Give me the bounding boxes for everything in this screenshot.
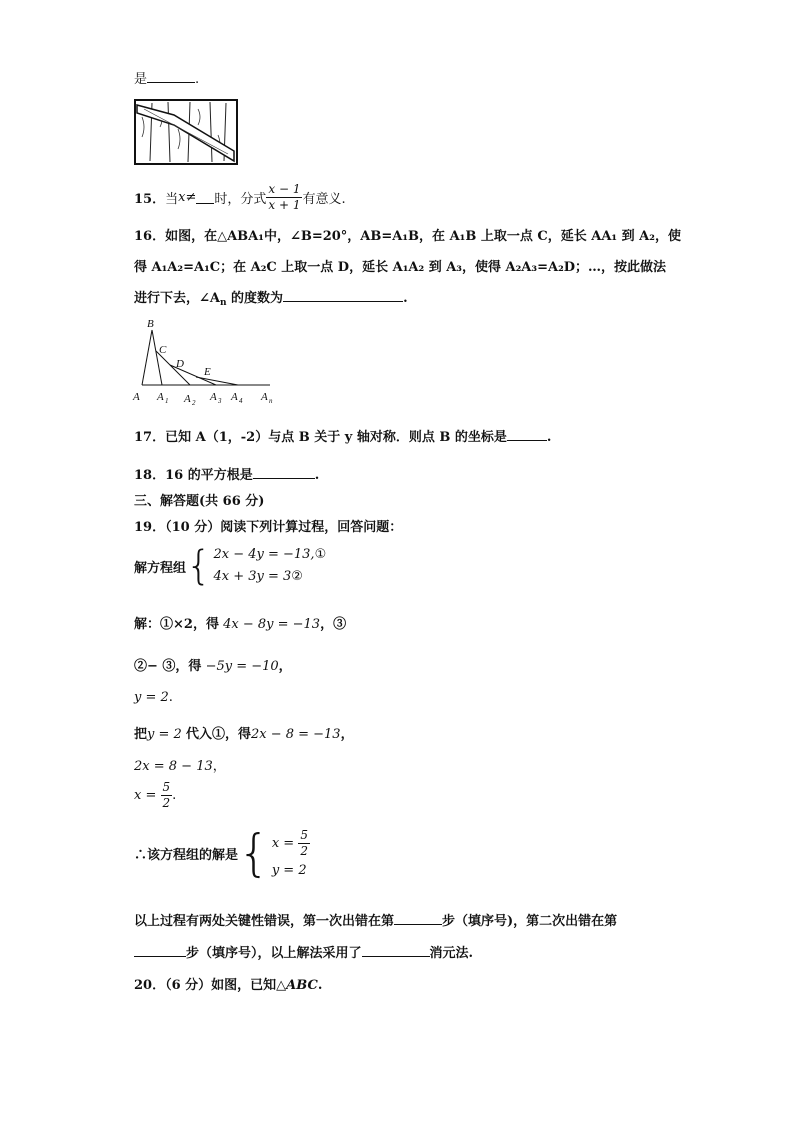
q15-text-3: 有意义.: [302, 191, 346, 207]
q16-line-3: [134, 287, 408, 308]
q19-solution-label: ∴该方程组的解是: [134, 847, 239, 863]
q19-first-error-blank[interactable]: [394, 912, 442, 925]
q19-qline1-text-b: 步（填序号)，第二次出错在第: [442, 914, 618, 929]
q19-solution-denominator: 2: [300, 844, 308, 858]
q19-step4-equation: 2x − 8 = −13: [250, 727, 341, 742]
q19-method-blank[interactable]: [362, 944, 430, 957]
q19-solution-values: [272, 828, 310, 878]
q15-answer-blank[interactable]: [196, 191, 214, 204]
q19-solution: [134, 824, 310, 882]
fig-label-D: D: [176, 358, 184, 370]
q19-step-2: [134, 655, 292, 674]
q19-solution-fraction: [298, 828, 310, 859]
q15-text-1: 当: [165, 191, 179, 207]
question-18: [134, 464, 319, 483]
q19-question-line-1: [134, 910, 617, 929]
q19-step4-text-a: 把: [134, 727, 148, 742]
q19-step4-y: y = 2: [147, 727, 182, 742]
fig-label-An-sub: n: [269, 397, 273, 405]
q19-step3-end: .: [168, 690, 173, 705]
q19-step1-equation: 4x − 8y = −13: [223, 617, 321, 632]
q19-step6-fraction: [161, 780, 173, 811]
q16-triangle-figure: [130, 315, 280, 405]
q19-step2-text-b: ，: [278, 659, 292, 674]
q16-line3-text-b: 的度数为: [226, 291, 284, 306]
fig-label-A: A: [133, 391, 140, 403]
top-prefix: 是: [134, 72, 148, 87]
q16-line3-sub: n: [219, 298, 227, 308]
q19-solution-x: x =: [271, 836, 295, 851]
q19-system: [134, 544, 326, 588]
q19-eq1: 2x − 4y = −13,: [213, 547, 315, 562]
q19-step-6: [134, 780, 176, 811]
q19-step-4: [134, 723, 354, 742]
q19-second-error-blank[interactable]: [134, 944, 186, 957]
q15-fraction: [266, 182, 302, 213]
q16-line3-end: .: [403, 291, 408, 306]
q16-line-2: 得 A₁A₂=A₁C；在 A₂C 上取一点 D，延长 A₁A₂ 到 A₃，使得 A₂A₃=A₂D；…，按此做法: [134, 260, 667, 275]
q19-step-1: [134, 613, 346, 632]
q19-step-5: [134, 755, 226, 774]
q19-step4-text-c: ，: [340, 727, 354, 742]
question-20: [134, 974, 322, 993]
q19-step6-end: .: [172, 788, 177, 803]
top-line: [134, 68, 199, 87]
q19-eq2-mark: ②: [291, 569, 303, 584]
q15-text-2: 时，分式: [214, 191, 267, 207]
q19-system-label: 解方程组: [134, 560, 187, 576]
section-3-heading: 三、解答题(共 66 分): [134, 494, 265, 509]
q19-step-3: [134, 690, 173, 705]
q19-step4-text-b: 代入①，得: [185, 727, 251, 742]
q18-end: .: [314, 468, 320, 483]
q20-text: 20．（6 分）如图，已知△: [134, 978, 287, 993]
q19-system-brace: {: [186, 543, 212, 589]
fig-label-A3-sub: 3: [218, 397, 222, 405]
q19-eq2: 4x + 3y = 3: [213, 569, 292, 584]
fig-label-A4: A: [231, 391, 238, 403]
q19-step5-equation: 2x = 8 − 13: [134, 759, 213, 774]
fig-label-A2: A: [184, 393, 191, 405]
fig-label-A2-sub: 2: [192, 399, 196, 405]
fig-label-An: A: [261, 391, 268, 403]
q16-line3-text-a: 进行下去，∠A: [134, 291, 220, 306]
q17-end: .: [546, 430, 552, 445]
fig-label-A1: A: [157, 391, 164, 403]
q17-text: 17．已知 A（1，-2）与点 B 关于 y 轴对称．则点 B 的坐标是: [134, 430, 507, 445]
q18-answer-blank[interactable]: [253, 466, 315, 479]
q16-answer-blank[interactable]: [283, 289, 403, 302]
q15-variable: x: [178, 189, 186, 205]
q19-qline2-text-a: 步（填序号），以上解法采用了: [186, 946, 362, 961]
top-suffix: .: [195, 72, 200, 87]
question-17: [134, 426, 551, 445]
question-15: [134, 176, 346, 218]
q19-qline2-text-b: 消元法.: [429, 946, 474, 961]
fig-label-E: E: [204, 366, 211, 378]
q15-number: 15．: [134, 191, 166, 207]
fig-label-A3: A: [210, 391, 217, 403]
q20-end: .: [317, 978, 323, 993]
q19-step5-end: ，: [212, 759, 226, 774]
q19-equations: [213, 544, 326, 588]
q15-neq: ≠: [185, 189, 197, 205]
q17-answer-blank[interactable]: [507, 428, 547, 441]
q19-solution-y: y = 2: [271, 863, 307, 878]
q19-step3-equation: y = 2: [134, 690, 169, 705]
q15-fraction-denominator: x + 1: [268, 197, 301, 212]
q19-qline1-text-a: 以上过程有两处关键性错误，第一次出错在第: [134, 914, 395, 929]
fig-label-C: C: [159, 344, 167, 356]
fig-label-A1-sub: 1: [165, 397, 169, 405]
wood-board-figure: [134, 99, 238, 165]
q19-step6-numerator: 5: [162, 780, 171, 794]
q18-text: 18．16 的平方根是: [134, 468, 253, 483]
q19-step2-text-a: ②− ③，得: [134, 659, 202, 674]
q16-line-1: 16．如图，在△ABA₁中，∠B=20°，AB=A₁B，在 A₁B 上取一点 C，延长 AA₁ 到 A₂，使: [134, 229, 681, 244]
fig-label-B: B: [147, 318, 154, 330]
q20-triangle-name: ABC: [286, 978, 318, 993]
q19-eq1-mark: ①: [314, 547, 327, 562]
q19-question-line-2: [134, 942, 473, 961]
answer-blank[interactable]: [147, 70, 195, 83]
q19-solution-brace: {: [238, 824, 270, 882]
fig-label-A4-sub: 4: [239, 397, 243, 405]
q19-step1-text-b: ，③: [320, 617, 347, 632]
q19-step1-text-a: 解：①×2，得: [134, 617, 219, 632]
q19-solution-numerator: 5: [300, 828, 308, 842]
q19-title: 19．（10 分）阅读下列计算过程，回答问题：: [134, 520, 403, 535]
q19-step2-equation: −5y = −10: [205, 659, 279, 674]
q15-fraction-numerator: x − 1: [268, 181, 301, 196]
q19-step6-x: x =: [134, 788, 157, 803]
q19-step6-denominator: 2: [162, 796, 171, 810]
